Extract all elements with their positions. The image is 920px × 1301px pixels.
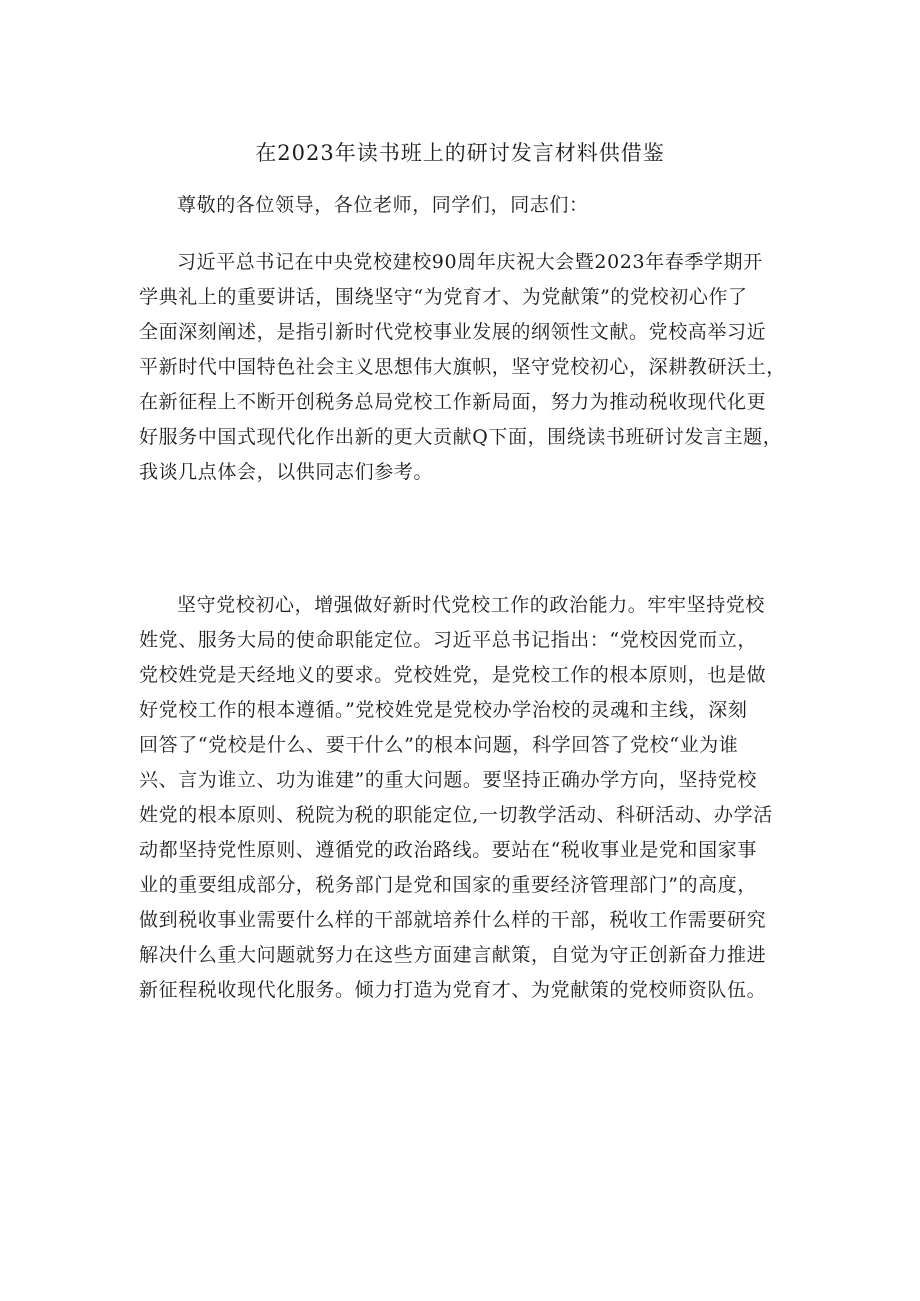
paragraph-2 [139,588,799,1008]
paragraph-2-line: 新征程税收现代化服务。倾力打造为党育才、为党献策的党校师资队伍。 [139,979,767,1001]
paragraph-2-line: 姓党、服务大局的使命职能定位。习近平总书记指出：“党校因党而立， [139,629,757,651]
paragraph-2-line: 姓党的根本原则、税院为税的职能定位,一切教学活动、科研活动、办学活 [139,804,773,826]
paragraph-1-line: 好服务中国式现代化作出新的更大贡献Q下面，围绕读书班研讨发言主题， [139,426,783,448]
paragraph-2-line: 党校姓党是天经地义的要求。党校姓党，是党校工作的根本原则，也是做 [139,664,767,686]
paragraph-2-line: 解决什么重大问题就努力在这些方面建言献策，自觉为守正创新奋力推进 [139,944,767,966]
paragraph-2-line: 兴、言为谁立、功为谁建”的重大问题。要坚持正确办学方向，坚持党校 [139,769,757,791]
paragraph-2-line: 坚守党校初心，增强做好新时代党校工作的政治能力。牢牢坚持党校 [177,594,766,616]
paragraph-1 [139,245,799,490]
paragraph-1-line: 习近平总书记在中央党校建校90周年庆祝大会暨2023年春季学期开 [177,251,763,273]
salutation [139,188,799,223]
paragraph-2-line: 做到税收事业需要什么样的干部就培养什么样的干部，税收工作需要研究 [139,909,767,931]
paragraph-2-line: 好党校工作的根本遵循。”党校姓党是党校办学治校的灵魂和主线，深刻 [139,699,748,721]
salutation-line: 尊敬的各位领导，各位老师，同学们，同志们： [177,194,589,216]
document-title: 在2023年读书班上的研讨发言材料供借鉴 [255,141,665,165]
paragraph-1-line: 学典礼上的重要讲话，围绕坚守“为党育才、为党献策”的党校初心作了 [139,286,748,308]
paragraph-2-line: 回答了“党校是什么、要干什么”的根本问题，科学回答了党校“业为谁 [139,734,739,756]
paragraph-2-line: 业的重要组成部分，税务部门是党和国家的重要经济管理部门”的高度， [139,874,757,896]
paragraph-1-line: 我谈几点体会，以供同志们参考。 [139,461,434,483]
paragraph-1-line: 在新征程上不断开创税务总局党校工作新局面，努力为推动税收现代化更 [139,391,767,413]
paragraph-2-line: 动都坚持党性原则、遵循党的政治路线。要站在“税收事业是党和国家事 [139,839,757,861]
paragraph-1-line: 平新时代中国特色社会主义思想伟大旗帜，坚守党校初心，深耕教研沃土， [139,356,786,378]
paragraph-1-line: 全面深刻阐述，是指引新时代党校事业发展的纲领性文献。党校高举习近 [139,321,767,343]
